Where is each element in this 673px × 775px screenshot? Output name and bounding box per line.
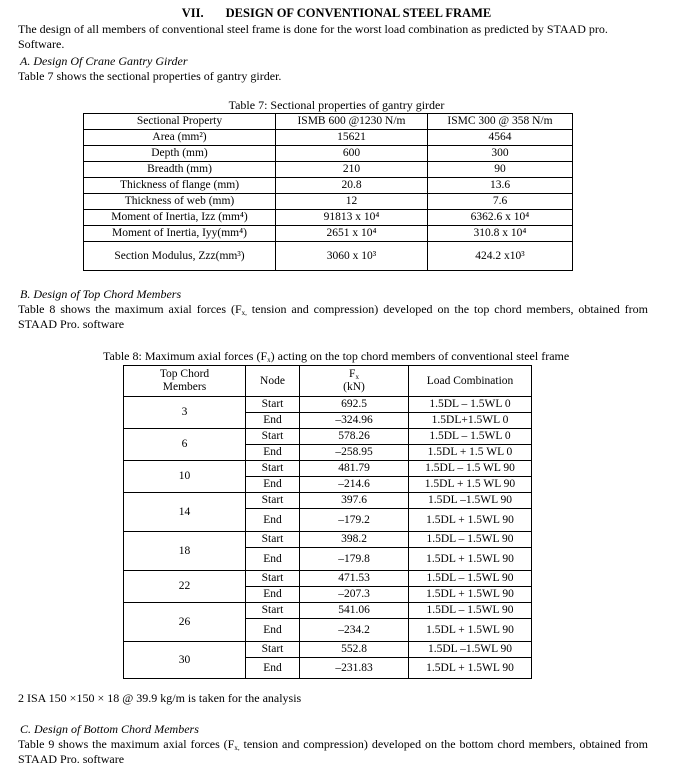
table7-row — [84, 210, 573, 226]
table7-cell: 15621 — [276, 130, 428, 146]
force-cell: –179.2 — [300, 509, 409, 532]
table7-cell: 90 — [428, 162, 573, 178]
node-cell: End — [246, 413, 300, 429]
member-id-cell: 6 — [124, 429, 246, 461]
table-row — [124, 642, 532, 658]
force-cell: –207.3 — [300, 587, 409, 603]
table7-cell: 300 — [428, 146, 573, 162]
load-combination-cell: 1.5DL + 1.5WL 90 — [409, 509, 532, 532]
force-cell: –258.95 — [300, 445, 409, 461]
force-cell: 578.26 — [300, 429, 409, 445]
subsection-b-text: Table 8 shows the maximum axial forces ($F_{x,}$ tension and compression) developed on the top chord members, obtained from STAAD Pro. software — [18, 302, 648, 331]
subsection-c-heading: C. Design of Bottom Chord Members — [20, 722, 199, 736]
section-title: DESIGN OF CONVENTIONAL STEEL FRAME — [225, 6, 492, 20]
load-combination-cell: 1.5DL – 1.5WL 90 — [409, 571, 532, 587]
force-cell: 692.5 — [300, 397, 409, 413]
table8 — [123, 365, 532, 679]
table8-header-load: Load Combination — [409, 366, 532, 397]
node-cell: End — [246, 619, 300, 642]
subsection-c-text: Table 9 shows the maximum axial forces ($F_{x,}$ tension and compression) developed on the bottom chord members, obtained from STAAD Pro. software — [18, 737, 648, 766]
section-number: VII. — [181, 6, 204, 20]
table7-cell: 4564 — [428, 130, 573, 146]
load-combination-cell: 1.5DL – 1.5WL 0 — [409, 397, 532, 413]
table7-cell: Thickness of flange (mm) — [84, 178, 276, 194]
node-cell: Start — [246, 397, 300, 413]
table7-row — [84, 162, 573, 178]
table8-caption: Table 8: Maximum axial forces $(F_x)$ acting on the top chord members of conventional steel frame — [103, 349, 570, 364]
table7-cell: 210 — [276, 162, 428, 178]
node-cell: Start — [246, 493, 300, 509]
section-heading — [0, 6, 673, 21]
table-row — [124, 461, 532, 477]
load-combination-cell: 1.5DL + 1.5WL 90 — [409, 658, 532, 679]
force-cell: –231.83 — [300, 658, 409, 679]
table7-row — [84, 226, 573, 242]
table7-cell: 91813 x 10⁴ — [276, 210, 428, 226]
table7-header-cell: Sectional Property — [84, 114, 276, 130]
table-row — [124, 571, 532, 587]
member-id-cell: 14 — [124, 493, 246, 532]
node-cell: Start — [246, 532, 300, 548]
force-cell: –324.96 — [300, 413, 409, 429]
table8-header-members: Top Chord Members — [124, 366, 246, 397]
member-id-cell: 26 — [124, 603, 246, 642]
table7-header-cell: ISMC 300 @ 358 N/m — [428, 114, 573, 130]
member-id-cell: 22 — [124, 571, 246, 603]
force-cell: 398.2 — [300, 532, 409, 548]
node-cell: End — [246, 587, 300, 603]
table-row — [124, 532, 532, 548]
table7-cell: Area (mm²) — [84, 130, 276, 146]
table7-cell: Depth (mm) — [84, 146, 276, 162]
load-combination-cell: 1.5DL + 1.5WL 90 — [409, 587, 532, 603]
table7-header-row — [84, 114, 573, 130]
table7-cell: Section Modulus, Zzz(mm³) — [84, 242, 276, 271]
table7-header-cell: ISMB 600 @1230 N/m — [276, 114, 428, 130]
table7-cell: 3060 x 10³ — [276, 242, 428, 271]
force-cell: 481.79 — [300, 461, 409, 477]
node-cell: Start — [246, 571, 300, 587]
table8-header-row — [124, 366, 532, 397]
load-combination-cell: 1.5DL + 1.5WL 90 — [409, 548, 532, 571]
table7-cell: 20.8 — [276, 178, 428, 194]
table7-row — [84, 242, 573, 271]
table7-cell: 7.6 — [428, 194, 573, 210]
table7-cell: 12 — [276, 194, 428, 210]
force-cell: –234.2 — [300, 619, 409, 642]
table7-row — [84, 130, 573, 146]
load-combination-cell: 1.5DL –1.5WL 90 — [409, 493, 532, 509]
node-cell: End — [246, 509, 300, 532]
subsection-a-text: Table 7 shows the sectional properties of gantry girder. — [18, 69, 282, 83]
node-cell: Start — [246, 461, 300, 477]
table-row — [124, 397, 532, 413]
node-cell: End — [246, 658, 300, 679]
member-id-cell: 10 — [124, 461, 246, 493]
node-cell: End — [246, 445, 300, 461]
table8-header-fx: $F_x$ (kN) — [300, 366, 409, 397]
table7-row — [84, 194, 573, 210]
table8-header-node: Node — [246, 366, 300, 397]
load-combination-cell: 1.5DL + 1.5 WL 0 — [409, 445, 532, 461]
member-id-cell: 30 — [124, 642, 246, 679]
intro-paragraph: The design of all members of conventional steel frame is done for the worst load combination as predicted by STAAD pro. Software. — [18, 22, 608, 51]
node-cell: End — [246, 548, 300, 571]
node-cell: Start — [246, 429, 300, 445]
force-cell: 471.53 — [300, 571, 409, 587]
force-cell: 541.06 — [300, 603, 409, 619]
load-combination-cell: 1.5DL + 1.5WL 90 — [409, 619, 532, 642]
member-id-cell: 3 — [124, 397, 246, 429]
table7-cell: 424.2 x10³ — [428, 242, 573, 271]
load-combination-cell: 1.5DL – 1.5WL 90 — [409, 603, 532, 619]
load-combination-cell: 1.5DL –1.5WL 90 — [409, 642, 532, 658]
force-cell: 552.8 — [300, 642, 409, 658]
node-cell: Start — [246, 642, 300, 658]
force-cell: –214.6 — [300, 477, 409, 493]
table8-note: 2 ISA 150 ×150 × 18 @ 39.9 kg/m is taken for the analysis — [18, 691, 302, 705]
table7-cell: 2651 x 10⁴ — [276, 226, 428, 242]
load-combination-cell: 1.5DL+1.5WL 0 — [409, 413, 532, 429]
member-id-cell: 18 — [124, 532, 246, 571]
table7 — [83, 113, 573, 271]
table-row — [124, 493, 532, 509]
table7-cell: 310.8 x 10⁴ — [428, 226, 573, 242]
subsection-a-heading: A. Design Of Crane Gantry Girder — [20, 54, 188, 68]
subsection-b-heading: B. Design of Top Chord Members — [20, 287, 182, 301]
table-row — [124, 429, 532, 445]
node-cell: Start — [246, 603, 300, 619]
table7-cell: Moment of Inertia, Iyy(mm⁴) — [84, 226, 276, 242]
load-combination-cell: 1.5DL + 1.5 WL 90 — [409, 477, 532, 493]
table7-caption: Table 7: Sectional properties of gantry girder — [228, 98, 445, 112]
table7-cell: 6362.6 x 10⁴ — [428, 210, 573, 226]
load-combination-cell: 1.5DL – 1.5WL 0 — [409, 429, 532, 445]
load-combination-cell: 1.5DL – 1.5WL 90 — [409, 532, 532, 548]
force-cell: 397.6 — [300, 493, 409, 509]
table7-row — [84, 178, 573, 194]
table7-row — [84, 146, 573, 162]
table-row — [124, 603, 532, 619]
node-cell: End — [246, 477, 300, 493]
table7-cell: Moment of Inertia, Izz (mm⁴) — [84, 210, 276, 226]
table7-cell: 600 — [276, 146, 428, 162]
table7-cell: 13.6 — [428, 178, 573, 194]
table7-cell: Thickness of web (mm) — [84, 194, 276, 210]
force-cell: –179.8 — [300, 548, 409, 571]
load-combination-cell: 1.5DL – 1.5 WL 90 — [409, 461, 532, 477]
table7-cell: Breadth (mm) — [84, 162, 276, 178]
